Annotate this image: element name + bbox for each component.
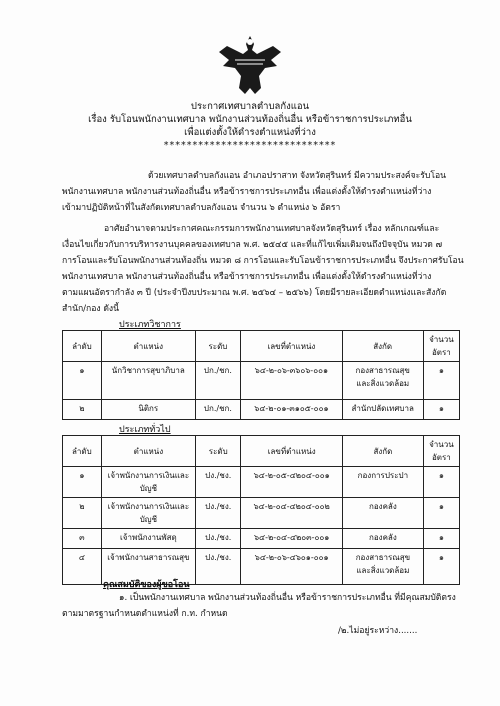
- qualification-1-line-2: ตามมาตรฐานกำหนดตำแหน่งที่ ก.ท. กำหนด: [62, 609, 228, 619]
- star-divider: ******************************: [163, 140, 337, 151]
- announcement-title: ประกาศเทศบาลตำบลกังแอน: [190, 101, 310, 112]
- authority-line-2: เงื่อนไขเกี่ยวกับการบริหารงานบุคคลของเทศบาล พ.ศ. ๒๕๔๕ และที่แก้ไขเพิ่มเติมจนถึงปัจจุบัน หมวด ๗: [62, 240, 443, 250]
- table-row: ๔ เจ้าพนักงานสาธารณสุข ปง./ชง. ๖๔-๒-๐๖-๔๖๐๑-๐๐๑ กองสาธารณสุข และสิ่งแวดล้อม ๑: [63, 549, 460, 585]
- authority-line-5: ตามแผนอัตรากำลัง ๓ ปี (ประจำปีงบประมาณ พ.ศ. ๒๕๖๔ – ๒๕๖๖) โดยมีรายละเอียดตำแหน่งและสังกัด: [62, 288, 447, 298]
- qualification-1-line-1: ๑. เป็นพนักงานเทศบาล พนักงานส่วนท้องถิ่นอื่น หรือข้าราชการประเภทอื่น ที่มีคุณสมบัติตรง: [119, 593, 456, 603]
- table-row: ๒ เจ้าพนักงานการเงินและบัญชี ปง./ชง. ๖๔-๒-๐๔-๔๒๐๔-๐๐๒ กองคลัง ๑: [63, 498, 460, 529]
- intro-line-3: เข้ามาปฏิบัติหน้าที่ในสังกัดเทศบาลตำบลกังแอน จำนวน ๖ ตำแหน่ง ๖ อัตรา: [62, 203, 341, 213]
- col-position: ตำแหน่ง: [101, 331, 195, 362]
- col-position-number: เลขที่ตำแหน่ง: [241, 331, 342, 362]
- academic-positions-table: [62, 330, 460, 420]
- intro-line-2: พนักงานเทศบาล พนักงานส่วนท้องถิ่นอื่น หรือข้าราชการประเภทอื่น เพื่อแต่งตั้งให้ดำรงตำแหน่งที่ว่าง: [62, 187, 432, 197]
- table-row: ๒ นิติกร ปก./ชก. ๖๔-๒-๐๑-๓๑๐๕-๐๐๑ สำนักปลัดเทศบาล ๑: [63, 400, 460, 420]
- table-row: ๑ เจ้าพนักงานการเงินและบัญชี ปง./ชง. ๖๔-๒-๐๕-๔๒๐๔-๐๐๑ กองการประปา ๑: [63, 467, 460, 498]
- section-academic-label: ประเภทวิชาการ: [119, 320, 181, 330]
- qualifications-label: คุณสมบัติของผู้ขอโอน: [103, 580, 190, 590]
- announcement-subject-line2: เพื่อแต่งตั้งให้ดำรงตำแหน่งที่ว่าง: [184, 127, 316, 138]
- authority-line-3: การโอนและรับโอนพนักงานส่วนท้องถิ่น หมวด ๘ การโอนและรับโอนข้าราชการประเภทอื่น จึงประกาศรับโอน: [62, 256, 464, 266]
- col-count: จำนวน อัตรา: [423, 331, 459, 362]
- general-positions-table: ลำดับ ตำแหน่ง ระดับ เลขที่ตำแหน่ง สังกัด จำนวน อัตรา ๑ เจ้าพนักงานการเงินและบัญชี ปง./ชง. ๖๔-๒-๐๕-๔๒๐๔-๐๐๑ กองการประปา ๑ ๒ เจ้าพนักงานการเงินและบัญชี ปง./ชง. ๖๔-๒-๐๔-๔๒๐๔-๐๐๒ กองคลัง ๑ ๓ เจ้าพนักงานพัสดุ ปง./ชง. ๖๔-๒-๐๔-๔๒๐๓-๐๐๑ กองคลัง ๑ ๔ เจ้าพนักงานสาธารณสุข ปง./ชง. ๖๔-๒-๐๖-๔๖๐๑-๐๐๑ กองสาธารณสุข และสิ่งแวดล้อม ๑: [62, 435, 460, 585]
- authority-line-1: อาศัยอำนาจตามประกาศคณะกรรมการพนักงานเทศบาลจังหวัดสุรินทร์ เรื่อง หลักเกณฑ์และ: [104, 224, 440, 234]
- garuda-emblem: [215, 30, 285, 100]
- table-row: ๓ เจ้าพนักงานพัสดุ ปง./ชง. ๖๔-๒-๐๔-๔๒๐๓-๐๐๑ กองคลัง ๑: [63, 529, 460, 549]
- section-general-label: ประเภททั่วไป: [119, 425, 171, 435]
- continued-note: /๒.ไม่อยู่ระหว่าง.......: [338, 626, 418, 636]
- col-order: ลำดับ: [63, 331, 102, 362]
- announcement-subject: เรื่อง รับโอนพนักงานเทศบาล พนักงานส่วนท้องถิ่นอื่น หรือข้าราชการประเภทอื่น: [88, 114, 412, 125]
- intro-line-1: ด้วยเทศบาลตำบลกังแอน อำเภอปราสาท จังหวัดสุรินทร์ มีความประสงค์จะรับโอน: [148, 171, 447, 181]
- col-level: ระดับ: [195, 331, 241, 362]
- table-row: ๑ นักวิชาการสุขาภิบาล ปก./ชก. ๖๔-๒-๐๖-๓๖๐๖-๐๐๑ กองสาธารณสุข และสิ่งแวดล้อม ๑: [63, 362, 460, 400]
- authority-line-6: สำนัก/กอง ดังนี้: [62, 304, 119, 314]
- col-department: สังกัด: [342, 331, 423, 362]
- authority-line-4: พนักงานเทศบาล พนักงานส่วนท้องถิ่นอื่น หรือข้าราชการประเภทอื่น เพื่อแต่งตั้งให้ดำรงตำแหน่งที่ว่าง: [62, 272, 432, 282]
